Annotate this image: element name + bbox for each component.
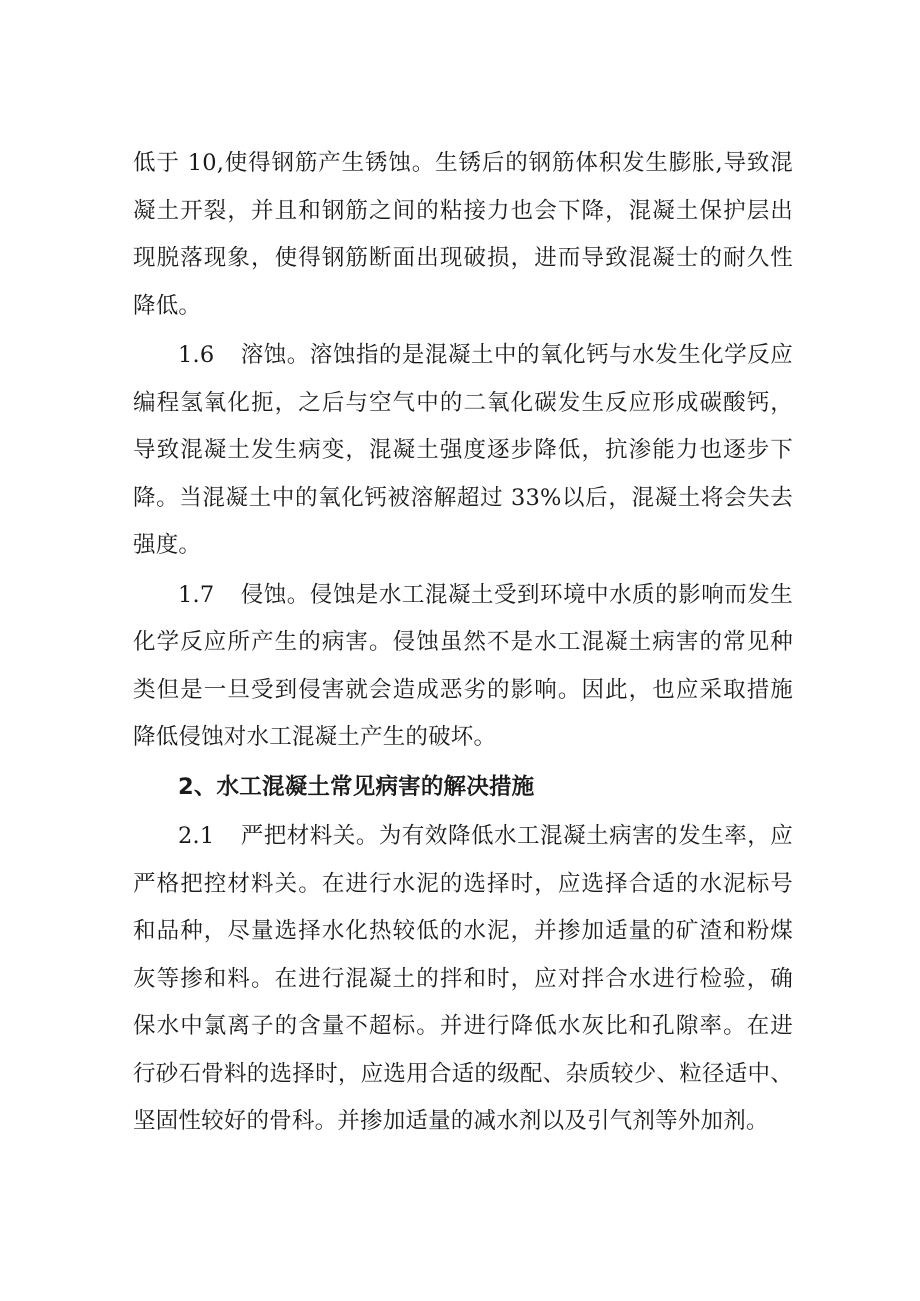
text-line: 类但是一旦受到侵害就会造成恶劣的影响。因此，也应采取措施 [133,676,793,703]
text-line [133,813,793,861]
paragraph-rebar-corrosion [133,140,793,330]
text-line: 降。当混凝土中的氧化钙被溶解超过 33%以后，混凝土将会失去 [133,484,793,511]
text-line: 和品种，尽量选择水化热较低的水泥，并掺加适量的矿渣和粉煤 [133,918,793,944]
paragraph-dissolution [133,332,793,570]
text-line: 灰等掺和料。在进行混凝土的拌和时，应对拌合水进行检验，确 [133,965,793,992]
text-line [133,572,793,620]
text-line: 保水中氯离子的含量不超标。并进行降低水灰比和孔隙率。在进 [133,1013,793,1039]
text-line: 行砂石骨料的选择时，应选用合适的级配、杂质较少、粒径适中、 [133,1060,793,1087]
section-heading: 2、水工混凝土常见病害的解决措施 [178,773,535,800]
text-line [133,332,793,380]
section-number: 1.7 [178,581,215,608]
text-line: 编程氢氧化扼，之后与空气中的二氧化碳发生反应形成碳酸钙， [133,389,793,416]
paragraph-erosion [133,572,793,762]
paragraph-material-control [133,813,793,1146]
text-line: 化学反应所产生的病害。侵蚀虽然不是水工混凝土病害的常见种 [133,629,793,655]
text-line-content: 侵蚀。侵蚀是水工混凝土受到环境中水质的影响而发生 [240,581,793,608]
text-line: 导致混凝土发生病变，混凝土强度逐步降低，抗渗能力也逐步下 [133,437,793,463]
text-line: 降低侵蚀对水工混凝土产生的破坏。 [133,724,497,750]
section-heading-solutions [133,764,793,812]
text-line-content: 严把材料关。为有效降低水工混凝土病害的发生率，应 [240,823,793,849]
section-number: 2.1 [178,823,215,849]
text-line: 现脱落现象，使得钢筋断面出现破损，进而导致混凝士的耐久性 [133,245,793,271]
text-line: 凝土开裂，并且和钢筋之间的粘接力也会下降，混凝土保护层出 [133,197,793,224]
text-line: 坚固性较好的骨科。并掺加适量的减水剂以及引气剂等外加剂。 [133,1108,769,1134]
text-line: 低于 10,使得钢筋产生锈蚀。生锈后的钢筋体积发生膨胀,导致混 [133,150,793,176]
document-body [133,140,793,1146]
text-line: 强度。 [133,532,202,558]
text-line: 降低。 [133,292,202,319]
text-line-content: 溶蚀。溶蚀指的是混凝土中的氧化钙与水发生化学反应 [240,342,793,368]
text-line: 严格把控材料关。在进行水泥的选择时，应选择合适的水泥标号 [133,870,793,897]
section-number: 1.6 [178,342,215,368]
